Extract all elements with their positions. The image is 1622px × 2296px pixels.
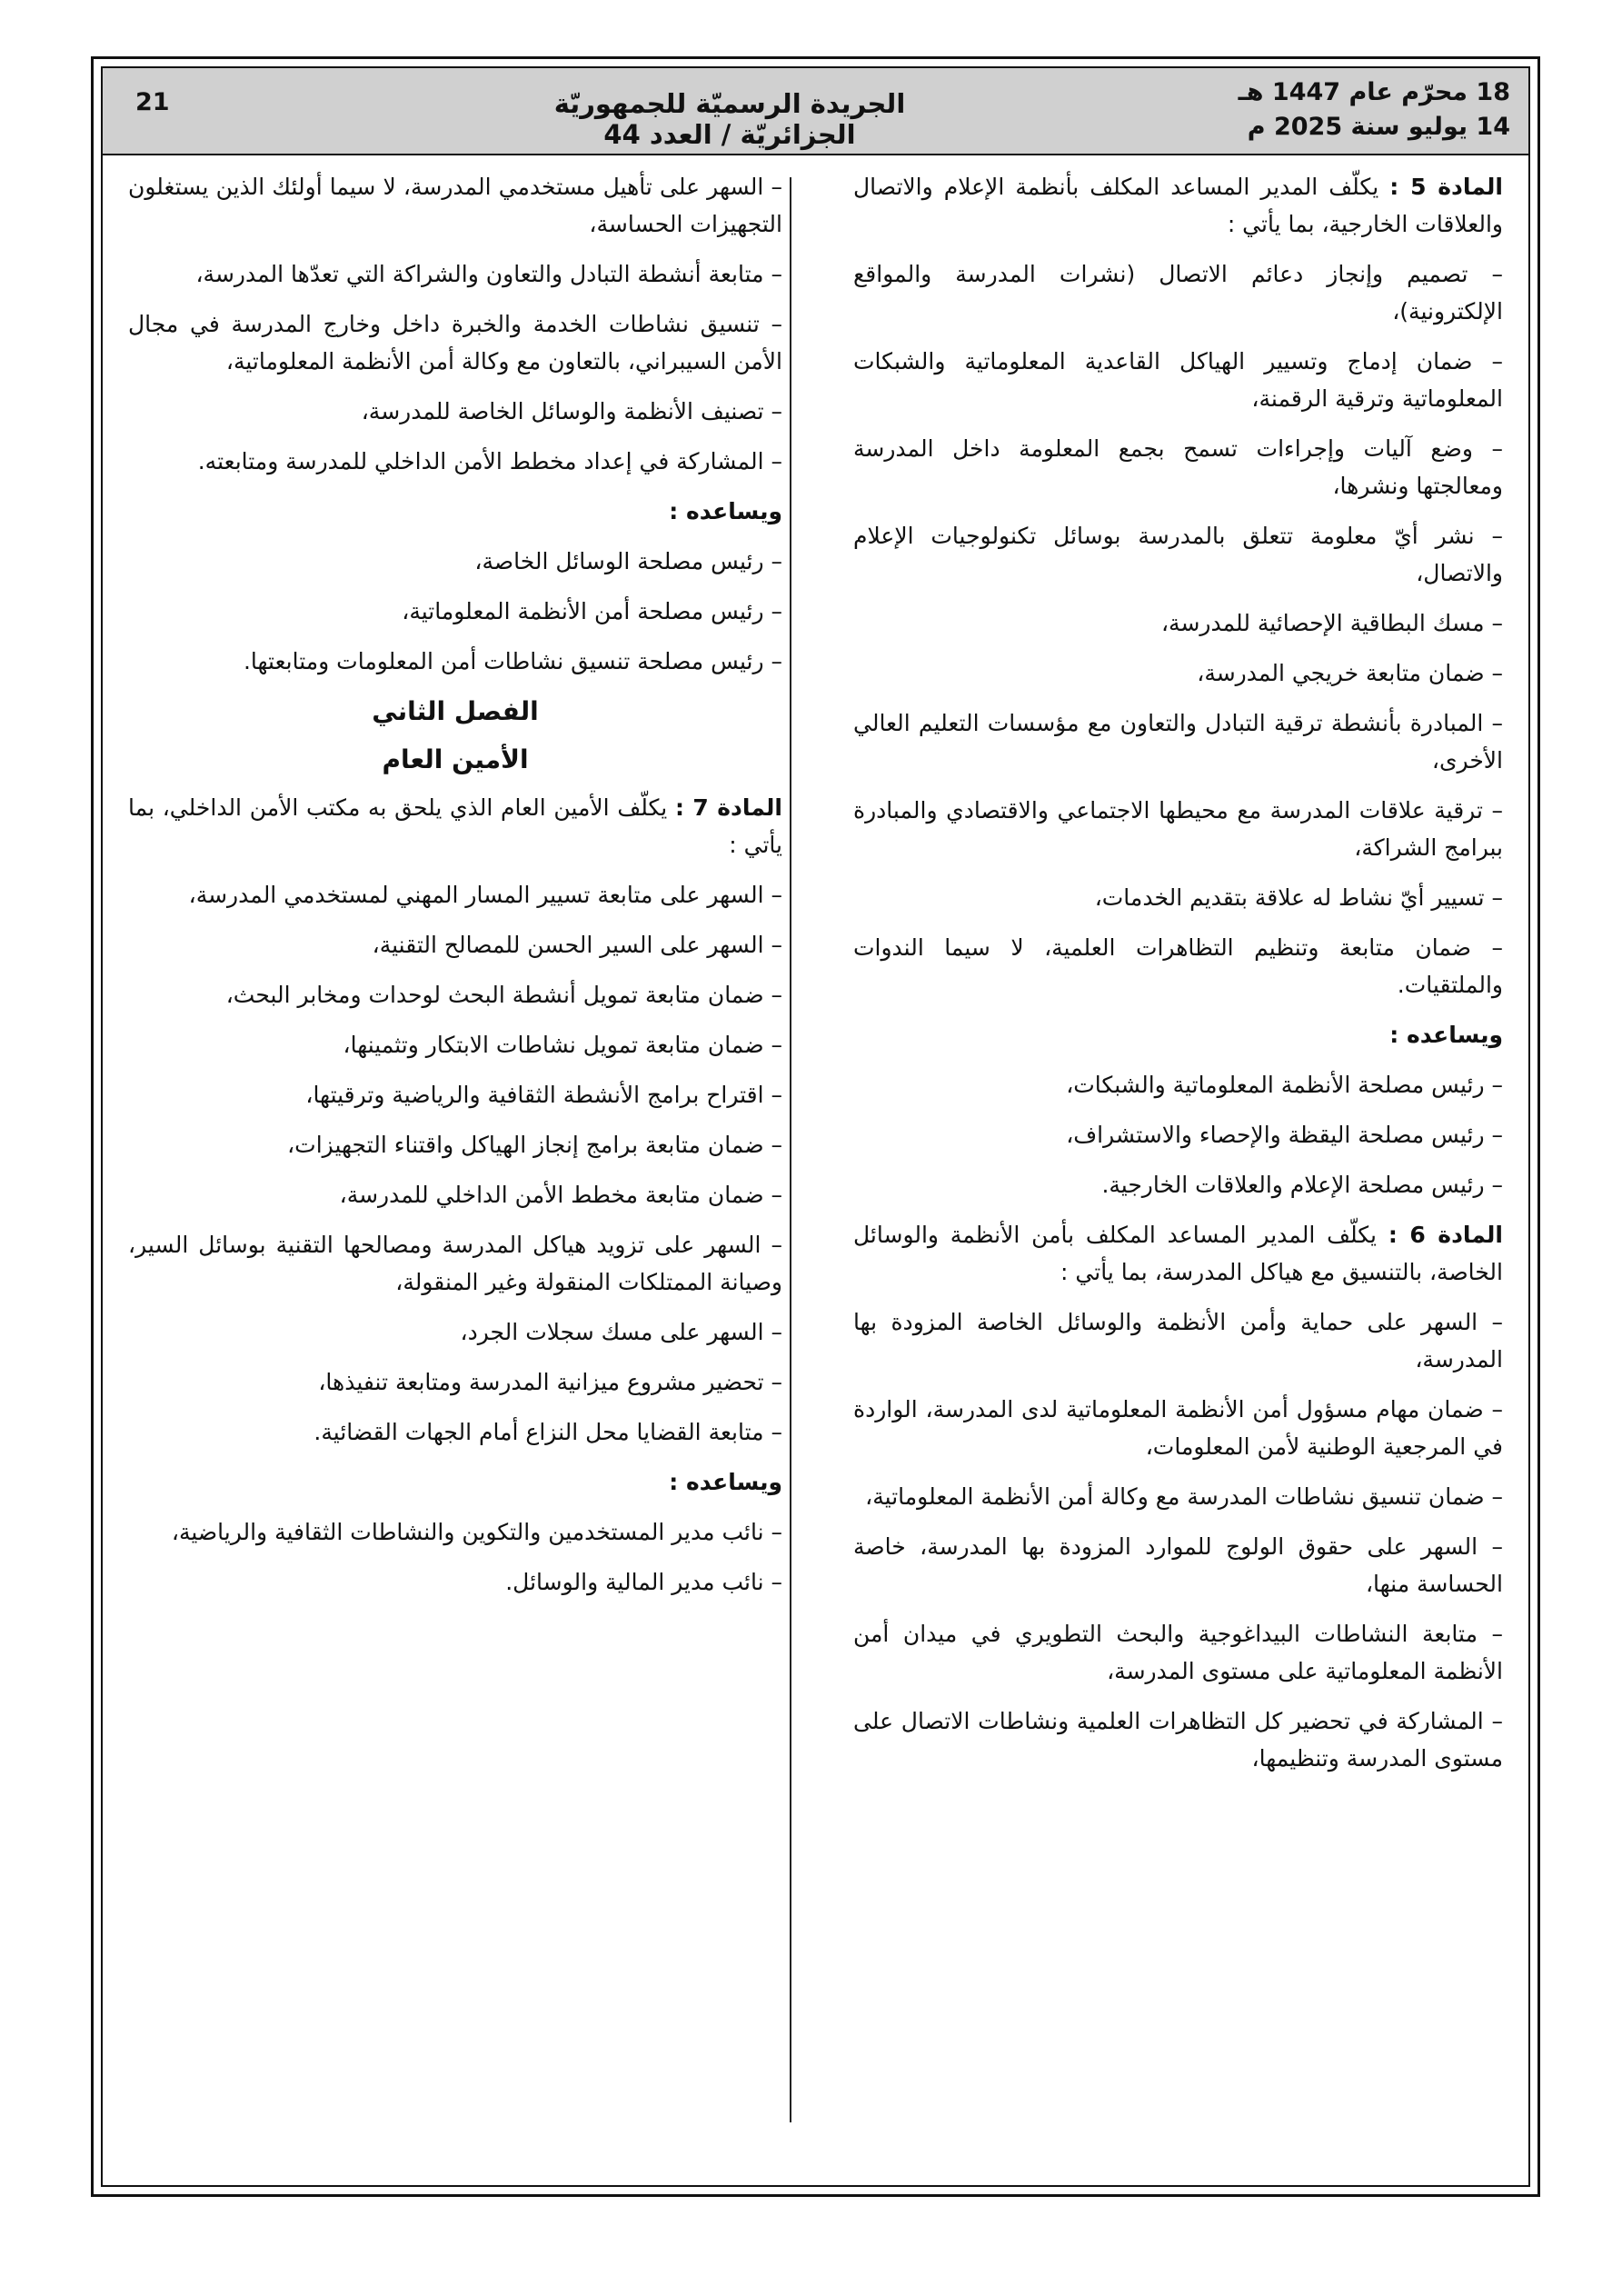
article-7-intro: المادة 7 : يكلّف الأمين العام الذي يلحق به مكتب الأمن الداخلي، بما يأتي : xyxy=(128,794,782,858)
list-item: – المشاركة في تحضير كل التظاهرات العلمية ونشاطات الاتصال على مستوى المدرسة وتنظيمها، xyxy=(853,1708,1503,1772)
list-item: – تسيير أيّ نشاط له علاقة بتقديم الخدمات، xyxy=(1094,884,1503,911)
list-item: – مسك البطاقية الإحصائية للمدرسة، xyxy=(1160,610,1503,636)
list-item: – ترقية علاقات المدرسة مع محيطها الاجتماعي والاقتصادي والمبادرة ببرامج الشراكة، xyxy=(853,797,1503,861)
header-date xyxy=(1239,75,1510,145)
list-item: – متابعة النشاطات البيداغوجية والبحث التطويري في ميدان أمن الأنظمة المعلوماتية على مستوى المدرسة، xyxy=(853,1621,1503,1684)
list-item: – المبادرة بأنشطة ترقية التبادل والتعاون مع مؤسسات التعليم العالي الأخرى، xyxy=(853,710,1503,774)
article-5-intro: المادة 5 : يكلّف المدير المساعد المكلف بأنظمة الإعلام والاتصال والعلاقات الخارجية، بما يأتي : xyxy=(853,174,1503,237)
list-item: – السهر على تأهيل مستخدمي المدرسة، لا سيما أولئك الذين يستغلون التجهيزات الحساسة، xyxy=(128,174,782,237)
list-item: – ضمان متابعة تمويل أنشطة البحث لوحدات ومخابر البحث، xyxy=(225,982,782,1008)
list-item: – السهر على حماية وأمن الأنظمة والوسائل الخاصة المزودة بها المدرسة، xyxy=(853,1309,1503,1373)
list-item: – تصنيف الأنظمة والوسائل الخاصة للمدرسة، xyxy=(361,398,782,424)
list-item: – نائب مدير المستخدمين والتكوين والنشاطات الثقافية والرياضية، xyxy=(171,1519,782,1545)
list-item: – متابعة أنشطة التبادل والتعاون والشراكة التي تعدّها المدرسة، xyxy=(195,261,782,287)
right-column xyxy=(853,168,1503,1790)
list-item: – وضع آليات وإجراءات تسمح بجمع المعلومة داخل المدرسة ومعالجتها ونشرها، xyxy=(853,435,1503,499)
list-item: – ضمان مهام مسؤول أمن الأنظمة المعلوماتية لدى المدرسة، الواردة في المرجعية الوطنية لأمن المعلومات، xyxy=(853,1396,1503,1460)
list-item: – السهر على تزويد هياكل المدرسة ومصالحها التقنية بوسائل السير، وصيانة الممتلكات المنقولة وغير المنقولة، xyxy=(128,1232,782,1295)
list-item: – ضمان متابعة خريجي المدرسة، xyxy=(1197,660,1503,686)
list-item: – السهر على السير الحسن للمصالح التقنية، xyxy=(372,932,782,958)
list-item: – رئيس مصلحة الوسائل الخاصة، xyxy=(474,548,782,574)
page-inner-frame xyxy=(101,66,1530,2187)
article-6-label: المادة 6 : xyxy=(1388,1222,1503,1248)
article-6-assist-label: ويساعده : xyxy=(669,498,782,524)
list-item: – المشاركة في إعداد مخطط الأمن الداخلي للمدرسة ومتابعته. xyxy=(197,448,782,474)
article-7-label: المادة 7 : xyxy=(674,794,782,821)
list-item: – رئيس مصلحة تنسيق نشاطات أمن المعلومات ومتابعتها. xyxy=(243,648,782,674)
list-item: – السهر على مسك سجلات الجرد، xyxy=(460,1319,782,1345)
chapter-subtitle: الأمين العام xyxy=(382,744,529,774)
list-item: – تنسيق نشاطات الخدمة والخبرة داخل وخارج المدرسة في مجال الأمن السيبراني، بالتعاون مع وكالة أمن الأنظمة المعلوماتية، xyxy=(128,311,782,374)
list-item: – السهر على متابعة تسيير المسار المهني لمستخدمي المدرسة، xyxy=(188,882,782,908)
list-item: – رئيس مصلحة الأنظمة المعلوماتية والشبكات، xyxy=(1066,1072,1503,1098)
list-item: – تصميم وإنجاز دعائم الاتصال (نشرات المدرسة والمواقع الإلكترونية)، xyxy=(853,261,1503,324)
list-item: – نشر أيّ معلومة تتعلق بالمدرسة بوسائل تكنولوجيات الإعلام والاتصال، xyxy=(853,523,1503,586)
list-item: – ضمان متابعة تمويل نشاطات الابتكار وتثمينها، xyxy=(343,1032,782,1058)
header-title: الجريدة الرسميّة للجمهوريّة الجزائريّة / العدد 44 xyxy=(553,88,906,150)
list-item: – ضمان تنسيق نشاطات المدرسة مع وكالة أمن الأنظمة المعلوماتية، xyxy=(865,1483,1503,1510)
page-header xyxy=(103,68,1528,155)
page-number: 21 xyxy=(135,88,170,116)
list-item: – رئيس مصلحة الإعلام والعلاقات الخارجية. xyxy=(1101,1172,1503,1198)
article-5-assist-label: ويساعده : xyxy=(1389,1022,1503,1048)
article-7-assist-label: ويساعده : xyxy=(669,1469,782,1495)
chapter-title: الفصل الثاني xyxy=(372,696,539,726)
list-item: – رئيس مصلحة أمن الأنظمة المعلوماتية، xyxy=(402,598,782,624)
list-item: – رئيس مصلحة اليقظة والإحصاء والاستشراف، xyxy=(1066,1122,1503,1148)
list-item: – ضمان إدماج وتسيير الهياكل القاعدية المعلوماتية والشبكات المعلوماتية وترقية الرقمنة، xyxy=(853,348,1503,412)
article-5-label: المادة 5 : xyxy=(1389,174,1503,200)
column-divider xyxy=(790,177,791,2122)
list-item: – نائب مدير المالية والوسائل. xyxy=(505,1569,782,1595)
header-date-hijri: 18 محرّم عام 1447 هـ xyxy=(1238,78,1510,106)
header-date-gregorian: 14 يوليو سنة 2025 م xyxy=(1247,113,1510,141)
list-item: – ضمان متابعة وتنظيم التظاهرات العلمية، لا سيما الندوات والملتقيات. xyxy=(853,934,1503,998)
article-6-intro: المادة 6 : يكلّف المدير المساعد المكلف بأمن الأنظمة والوسائل الخاصة، بالتنسيق مع هياكل المدرسة، بما يأتي : xyxy=(853,1222,1503,1285)
list-item: – اقتراح برامج الأنشطة الثقافية والرياضية وترقيتها، xyxy=(305,1082,782,1108)
list-item: – متابعة القضايا محل النزاع أمام الجهات القضائية. xyxy=(313,1419,782,1445)
list-item: – ضمان متابعة مخطط الأمن الداخلي للمدرسة، xyxy=(339,1182,782,1208)
list-item: – السهر على حقوق الولوج للموارد المزودة بها المدرسة، خاصة الحساسة منها، xyxy=(853,1533,1503,1597)
left-column xyxy=(128,168,782,1613)
list-item: – تحضير مشروع ميزانية المدرسة ومتابعة تنفيذها، xyxy=(318,1369,782,1395)
page-frame xyxy=(91,56,1540,2197)
list-item: – ضمان متابعة برامج إنجاز الهياكل واقتناء التجهيزات، xyxy=(287,1132,782,1158)
